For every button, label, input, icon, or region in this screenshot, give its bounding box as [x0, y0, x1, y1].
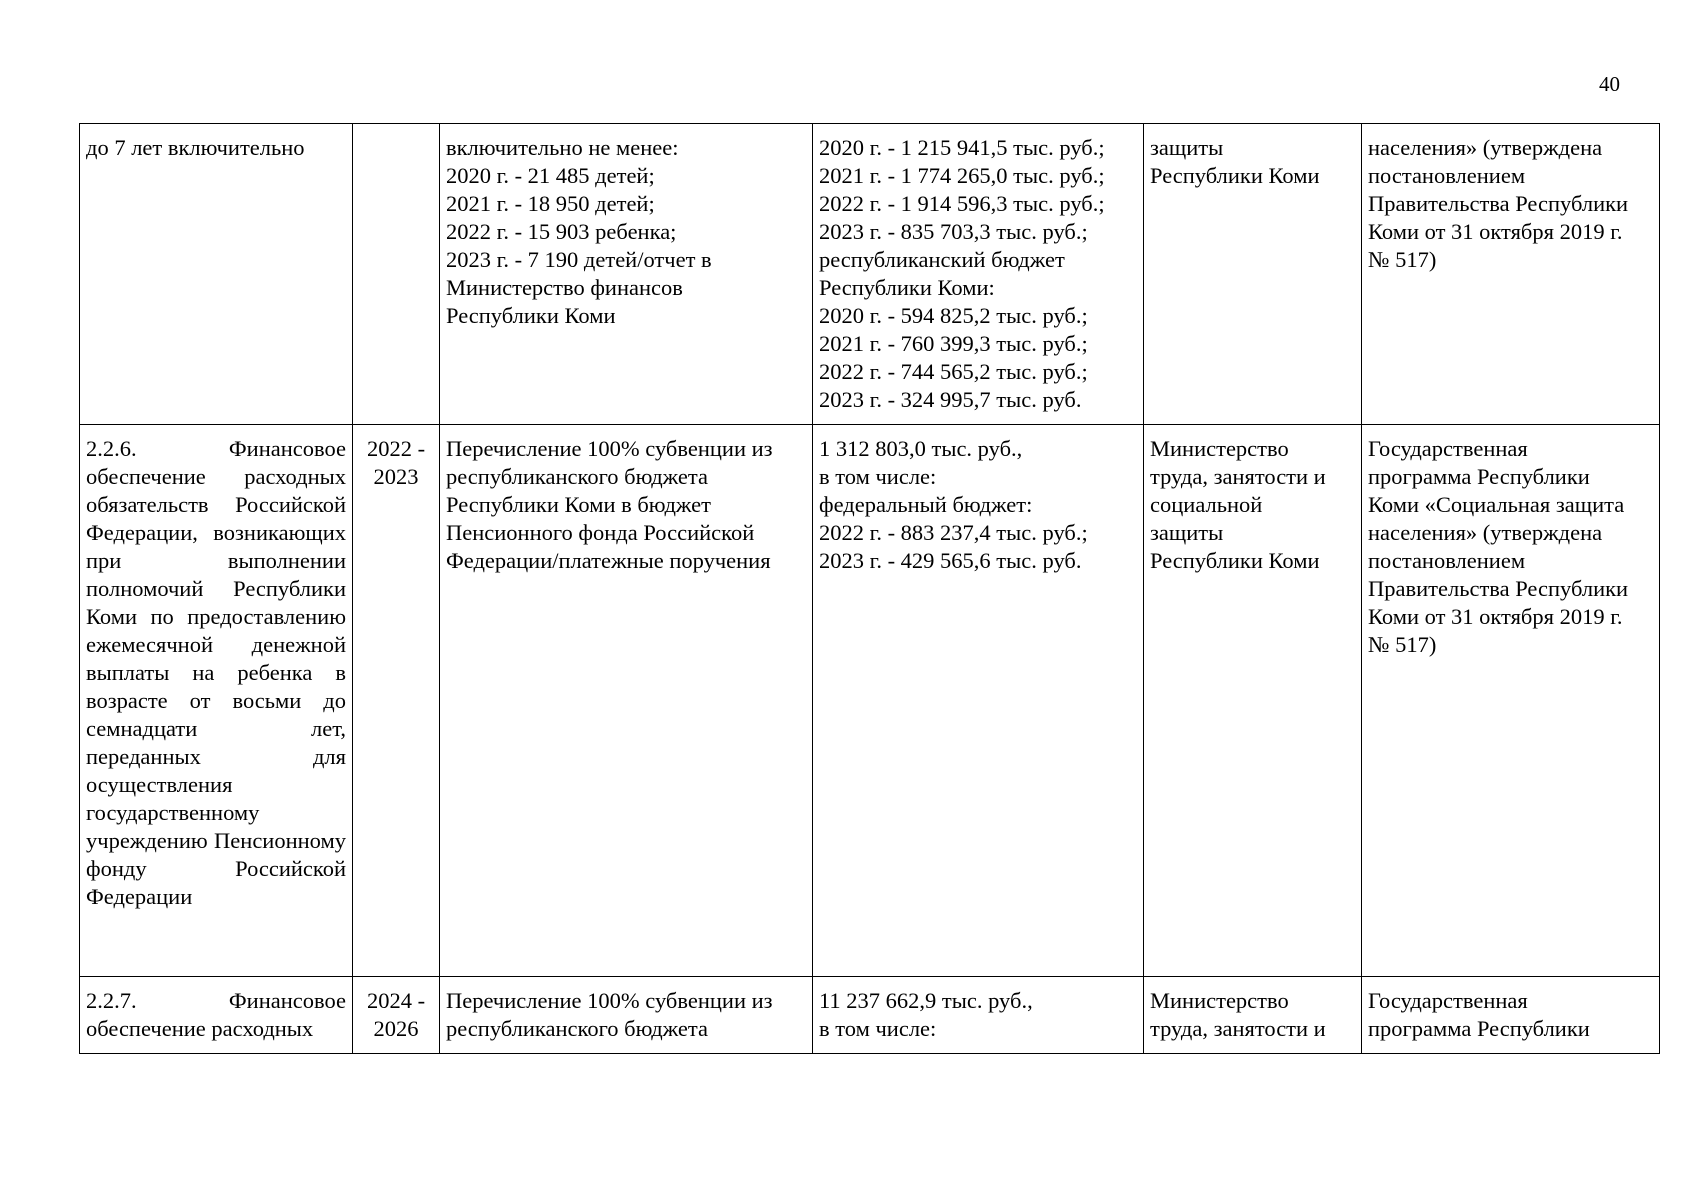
program-line: постановлением: [1368, 163, 1526, 188]
table-row: [80, 124, 1660, 425]
period-cell: [353, 124, 440, 425]
period-cell: [353, 425, 440, 977]
program-line: программа Республики: [1368, 1016, 1590, 1041]
program-line: населения» (утверждена: [1368, 520, 1603, 545]
funding-line: 2023 г. - 324 995,7 тыс. руб.: [819, 387, 1082, 412]
program-line: Правительства Республики: [1368, 576, 1629, 601]
measure-cell: [80, 124, 353, 425]
funding-line: 2020 г. - 594 825,2 тыс. руб.;: [819, 303, 1088, 328]
executor-line: Министерство: [1150, 436, 1289, 461]
executor-line: социальной: [1150, 492, 1263, 517]
result-cell: [440, 124, 813, 425]
measure-text: 2.2.7. Финансовое обеспечение расходных: [86, 988, 346, 1041]
program-cell: [1362, 977, 1660, 1054]
measures-table: [79, 123, 1660, 1054]
measure-cell: [80, 977, 353, 1054]
result-line: Министерство финансов: [446, 275, 683, 300]
funding-line: 2022 г. - 883 237,4 тыс. руб.;: [819, 520, 1088, 545]
program-line: населения» (утверждена: [1368, 135, 1603, 160]
page-number: 40: [1599, 72, 1620, 96]
result-line: республиканского бюджета: [446, 1016, 709, 1041]
measure-text: 2.2.6. Финансовое обеспечение расходных обязательств Российской Федерации, возникающих при выполнении полномочий Республики Коми по предоставлению ежемесячной денежной выплаты на ребенка в возрасте от восьми до семнадцати лет, переданных для осуществления государственному учреждению Пенсионному фонду Российской Федерации: [86, 436, 346, 909]
funding-line: 2021 г. - 1 774 265,0 тыс. руб.;: [819, 163, 1105, 188]
program-line: программа Республики: [1368, 464, 1590, 489]
period-cell: [353, 977, 440, 1054]
result-line: Перечисление 100% субвенции из: [446, 436, 773, 461]
funding-line: в том числе:: [819, 1016, 937, 1041]
period-text: 2024 - 2026: [366, 988, 426, 1041]
program-line: Правительства Республики: [1368, 191, 1629, 216]
funding-line: в том числе:: [819, 464, 937, 489]
period-text: 2022 - 2023: [366, 436, 426, 489]
funding-cell: [813, 425, 1144, 977]
result-cell: [440, 977, 813, 1054]
funding-cell: [813, 977, 1144, 1054]
program-line: Государственная: [1368, 988, 1528, 1013]
result-line: Пенсионного фонда Российской: [446, 520, 755, 545]
funding-line: 2020 г. - 1 215 941,5 тыс. руб.;: [819, 135, 1105, 160]
funding-line: 2022 г. - 1 914 596,3 тыс. руб.;: [819, 191, 1105, 216]
program-line: Государственная: [1368, 436, 1528, 461]
funding-line: федеральный бюджет:: [819, 492, 1033, 517]
executor-line: труда, занятости и: [1150, 464, 1326, 489]
program-line: Коми «Социальная защита: [1368, 492, 1625, 517]
funding-line: 11 237 662,9 тыс. руб.,: [819, 988, 1033, 1013]
funding-line: Республики Коми:: [819, 275, 995, 300]
executor-line: Министерство: [1150, 988, 1289, 1013]
table-row: [80, 425, 1660, 977]
result-line: Республики Коми в бюджет: [446, 492, 711, 517]
program-line: Коми от 31 октября 2019 г.: [1368, 219, 1623, 244]
result-line: 2023 г. - 7 190 детей/отчет в: [446, 247, 712, 272]
funding-cell: [813, 124, 1144, 425]
measure-cell: [80, 425, 353, 977]
program-cell: [1362, 124, 1660, 425]
result-line: 2020 г. - 21 485 детей;: [446, 163, 655, 188]
result-line: Федерации/платежные поручения: [446, 548, 771, 573]
program-cell: [1362, 425, 1660, 977]
program-line: постановлением: [1368, 548, 1526, 573]
program-line: Коми от 31 октября 2019 г.: [1368, 604, 1623, 629]
executor-cell: [1144, 124, 1362, 425]
funding-line: 1 312 803,0 тыс. руб.,: [819, 436, 1023, 461]
result-line: Перечисление 100% субвенции из: [446, 988, 773, 1013]
result-line: Республики Коми: [446, 303, 616, 328]
result-cell: [440, 425, 813, 977]
result-line: 2021 г. - 18 950 детей;: [446, 191, 655, 216]
funding-line: 2022 г. - 744 565,2 тыс. руб.;: [819, 359, 1088, 384]
result-line: включительно не менее:: [446, 135, 679, 160]
funding-line: 2021 г. - 760 399,3 тыс. руб.;: [819, 331, 1088, 356]
program-line: № 517): [1368, 247, 1437, 272]
funding-line: республиканский бюджет: [819, 247, 1065, 272]
executor-line: Республики Коми: [1150, 163, 1320, 188]
executor-line: защиты: [1150, 520, 1224, 545]
executor-cell: [1144, 977, 1362, 1054]
result-line: республиканского бюджета: [446, 464, 709, 489]
executor-line: труда, занятости и: [1150, 1016, 1326, 1041]
executor-cell: [1144, 425, 1362, 977]
funding-line: 2023 г. - 835 703,3 тыс. руб.;: [819, 219, 1088, 244]
funding-line: 2023 г. - 429 565,6 тыс. руб.: [819, 548, 1082, 573]
executor-line: защиты: [1150, 135, 1224, 160]
measure-text: до 7 лет включительно: [86, 135, 305, 160]
table-row: [80, 977, 1660, 1054]
result-line: 2022 г. - 15 903 ребенка;: [446, 219, 677, 244]
executor-line: Республики Коми: [1150, 548, 1320, 573]
program-line: № 517): [1368, 632, 1437, 657]
